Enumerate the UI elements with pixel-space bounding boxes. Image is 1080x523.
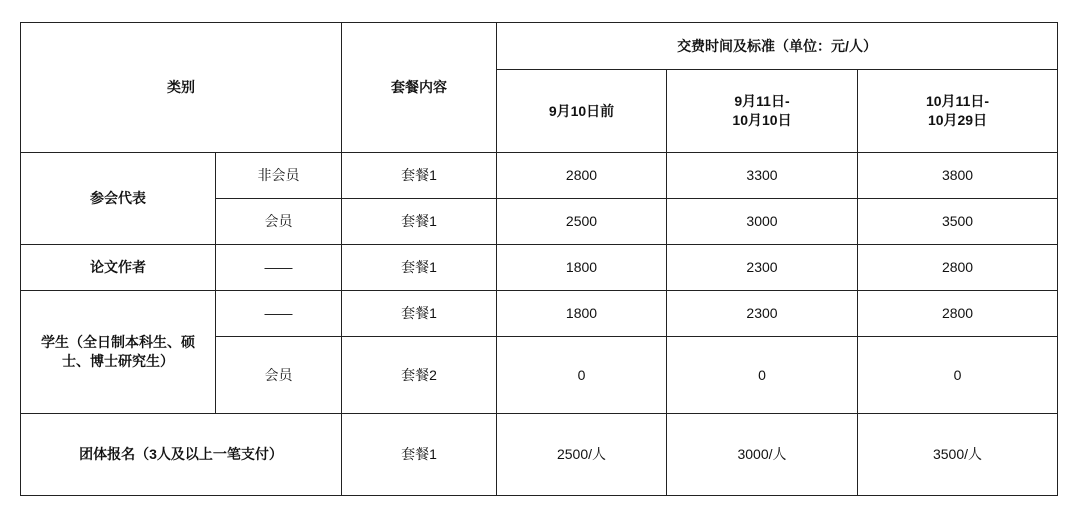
- fee-cell: 2800: [858, 245, 1058, 291]
- fee-cell: 1800: [497, 291, 667, 337]
- header-period-3: [858, 70, 1058, 153]
- period-2-line-2: 10月10日: [732, 112, 792, 128]
- fee-cell: 2500: [497, 199, 667, 245]
- row-label-delegate: 参会代表: [21, 153, 216, 245]
- sub-category: ——: [216, 245, 342, 291]
- package-cell: 套餐1: [342, 245, 497, 291]
- header-period-2: [667, 70, 858, 153]
- sub-category: ——: [216, 291, 342, 337]
- fee-cell: 3000: [667, 199, 858, 245]
- header-package-content: 套餐内容: [342, 23, 497, 153]
- package-cell: 套餐1: [342, 291, 497, 337]
- period-3-line-2: 10月29日: [927, 112, 988, 128]
- header-category: 类别: [21, 23, 342, 153]
- period-3-line-1: 10月11日-: [925, 93, 990, 109]
- row-label-group: 团体报名（3人及以上一笔支付）: [21, 414, 342, 496]
- fee-cell: 2800: [497, 153, 667, 199]
- fee-cell: 3800: [858, 153, 1058, 199]
- fee-cell: 2800: [858, 291, 1058, 337]
- table-row: [21, 245, 1058, 291]
- sub-category: 会员: [216, 337, 342, 414]
- table-row: [21, 153, 1058, 199]
- student-label-line-1: 学生（全日制本科生、硕: [41, 334, 195, 350]
- row-label-author: 论文作者: [21, 245, 216, 291]
- header-period-1: [497, 70, 667, 153]
- table-row: [21, 414, 1058, 496]
- package-cell: 套餐2: [342, 337, 497, 414]
- fee-cell: 0: [497, 337, 667, 414]
- table-row: [21, 291, 1058, 337]
- fee-cell: 1800: [497, 245, 667, 291]
- fee-cell: 0: [667, 337, 858, 414]
- row-label-student: [21, 291, 216, 414]
- fee-cell: 3000/人: [667, 414, 858, 496]
- sub-category: 会员: [216, 199, 342, 245]
- package-cell: 套餐1: [342, 414, 497, 496]
- student-label-line-2: 士、博士研究生）: [62, 353, 174, 369]
- fee-table: [20, 22, 1058, 496]
- package-cell: 套餐1: [342, 199, 497, 245]
- sub-category: 非会员: [216, 153, 342, 199]
- fee-cell: 2300: [667, 291, 858, 337]
- fee-cell: 2300: [667, 245, 858, 291]
- fee-cell: 3300: [667, 153, 858, 199]
- fee-cell: 3500: [858, 199, 1058, 245]
- package-cell: 套餐1: [342, 153, 497, 199]
- fee-cell: 0: [858, 337, 1058, 414]
- fee-cell: 2500/人: [497, 414, 667, 496]
- period-2-line-1: 9月11日-: [734, 93, 790, 109]
- period-1-line-1: 9月10日前: [548, 102, 615, 119]
- fee-cell: 3500/人: [858, 414, 1058, 496]
- header-fee-group: 交费时间及标准（单位：元/人）: [497, 23, 1058, 70]
